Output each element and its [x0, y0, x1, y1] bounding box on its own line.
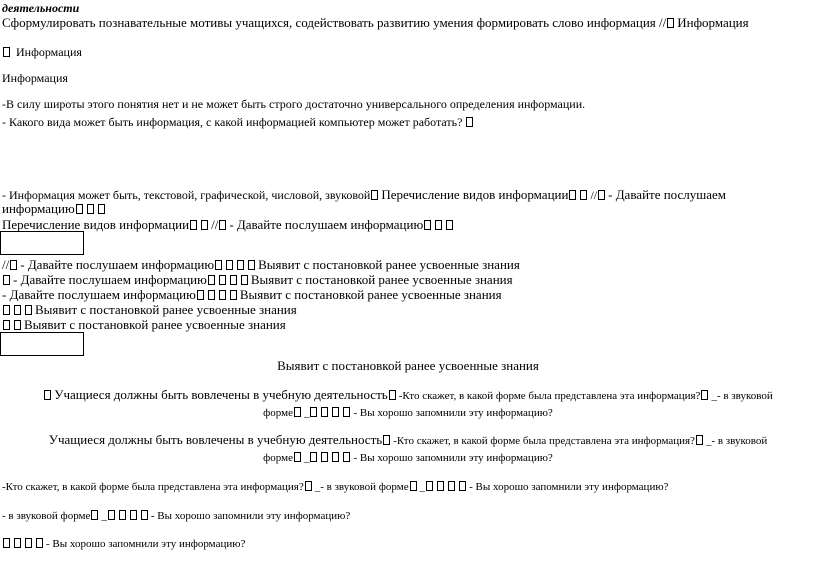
missing-glyph-icon: [446, 220, 453, 230]
missing-glyph-icon: [98, 204, 105, 214]
missing-glyph-icon: [371, 190, 378, 200]
missing-glyph-icon: [667, 18, 674, 28]
missing-glyph-icon: [208, 275, 215, 285]
missing-glyph-icon: [321, 407, 328, 417]
missing-glyph-icon: [3, 305, 10, 315]
heading: деятельности: [2, 1, 80, 15]
missing-glyph-icon: [91, 510, 98, 520]
missing-glyph-icon: [197, 290, 204, 300]
sound-form-line: - в звуковой форме _ - Вы хорошо запомнили эту информацию?: [2, 510, 351, 522]
missing-glyph-icon: [310, 407, 317, 417]
missing-glyph-icon: [332, 452, 339, 462]
missing-glyph-icon: [130, 510, 137, 520]
missing-glyph-icon: [25, 538, 32, 548]
missing-glyph-icon: [569, 190, 576, 200]
missing-glyph-icon: [208, 290, 215, 300]
question-line: - Какого вида может быть информация, с какой информацией компьютер может работать?: [2, 116, 476, 129]
goal-line: Сформулировать познавательные мотивы учащихся, содействовать развитию умения формировать слово информация // Информация: [2, 15, 749, 30]
missing-glyph-icon: [219, 290, 226, 300]
last-line: - Вы хорошо запомнили эту информацию?: [2, 538, 245, 550]
missing-glyph-icon: [701, 390, 708, 400]
missing-glyph-icon: [598, 190, 605, 200]
block-2-line-2: форме _ - Вы хорошо запомнили эту информацию?: [263, 452, 553, 464]
missing-glyph-icon: [226, 260, 233, 270]
missing-glyph-icon: [310, 452, 317, 462]
center-reveal: Выявит с постановкой ранее усвоенные знания: [277, 358, 539, 373]
missing-glyph-icon: [383, 435, 390, 445]
missing-glyph-icon: [426, 481, 433, 491]
missing-glyph-icon: [3, 320, 10, 330]
info-line-2: Информация: [2, 71, 68, 85]
missing-glyph-icon: [410, 481, 417, 491]
reveal-line-2: Выявит с постановкой ранее усвоенные знания: [2, 318, 286, 332]
question-form-line: -Кто скажет, в какой форме была представлена эта информация? _- в звуковой форме _ - Вы хорошо запомнили эту информацию?: [2, 481, 669, 493]
empty-frame-1: [0, 231, 84, 255]
missing-glyph-icon: [230, 290, 237, 300]
missing-glyph-icon: [10, 260, 17, 270]
missing-glyph-icon: [459, 481, 466, 491]
missing-glyph-icon: [108, 510, 115, 520]
types-line: - Информация может быть, текстовой, графической, числовой, звуковой Перечисление видов информации // - Давайте послушаем: [2, 187, 727, 202]
block-2-line-1: Учащиеся должны быть вовлечены в учебную деятельность -Кто скажет, в какой форме была представлена эта информация? _- в звуковой: [48, 432, 768, 447]
missing-glyph-icon: [215, 260, 222, 270]
block-1-line-2: форме _ - Вы хорошо запомнили эту информацию?: [263, 407, 553, 419]
missing-glyph-icon: [343, 407, 350, 417]
missing-glyph-icon: [219, 275, 226, 285]
types-line-cont: информацию: [2, 202, 108, 216]
missing-glyph-icon: [332, 407, 339, 417]
missing-glyph-icon: [3, 538, 10, 548]
missing-glyph-icon: [696, 435, 703, 445]
missing-glyph-icon: [44, 390, 51, 400]
missing-glyph-icon: [219, 220, 226, 230]
missing-glyph-icon: [201, 220, 208, 230]
block-1-line-1: Учащиеся должны быть вовлечены в учебную деятельность -Кто скажет, в какой форме была представлена эта информация? _- в звуковой: [0, 388, 816, 402]
missing-glyph-icon: [237, 260, 244, 270]
definition-line: -В силу широты этого понятия нет и не может быть строго достаточно универсального определения информации.: [2, 97, 586, 111]
missing-glyph-icon: [14, 538, 21, 548]
missing-glyph-icon: [76, 204, 83, 214]
empty-frame-2: [0, 332, 84, 356]
missing-glyph-icon: [248, 260, 255, 270]
missing-glyph-icon: [3, 275, 10, 285]
missing-glyph-icon: [230, 275, 237, 285]
missing-glyph-icon: [343, 452, 350, 462]
missing-glyph-icon: [190, 220, 197, 230]
missing-glyph-icon: [14, 320, 21, 330]
missing-glyph-icon: [305, 481, 312, 491]
missing-glyph-icon: [241, 275, 248, 285]
missing-glyph-icon: [448, 481, 455, 491]
missing-glyph-icon: [294, 407, 301, 417]
missing-glyph-icon: [36, 538, 43, 548]
missing-glyph-icon: [437, 481, 444, 491]
missing-glyph-icon: [580, 190, 587, 200]
info-line-1: Информация: [2, 46, 82, 59]
missing-glyph-icon: [87, 204, 94, 214]
missing-glyph-icon: [25, 305, 32, 315]
missing-glyph-icon: [14, 305, 21, 315]
reveal-line-1: Выявит с постановкой ранее усвоенные знания: [2, 303, 297, 317]
missing-glyph-icon: [294, 452, 301, 462]
enum-line: Перечисление видов информации // - Давайте послушаем информацию: [2, 218, 456, 232]
missing-glyph-icon: [119, 510, 126, 520]
missing-glyph-icon: [321, 452, 328, 462]
missing-glyph-icon: [435, 220, 442, 230]
listen-line-3: - Давайте послушаем информацию Выявит с постановкой ранее усвоенные знания: [2, 287, 502, 302]
listen-line-1: // - Давайте послушаем информацию Выявит с постановкой ранее усвоенные знания: [2, 257, 520, 272]
listen-line-2: - Давайте послушаем информацию Выявит с постановкой ранее усвоенные знания: [2, 273, 513, 287]
missing-glyph-icon: [141, 510, 148, 520]
missing-glyph-icon: [389, 390, 396, 400]
missing-glyph-icon: [466, 117, 473, 127]
missing-glyph-icon: [3, 47, 10, 57]
missing-glyph-icon: [424, 220, 431, 230]
